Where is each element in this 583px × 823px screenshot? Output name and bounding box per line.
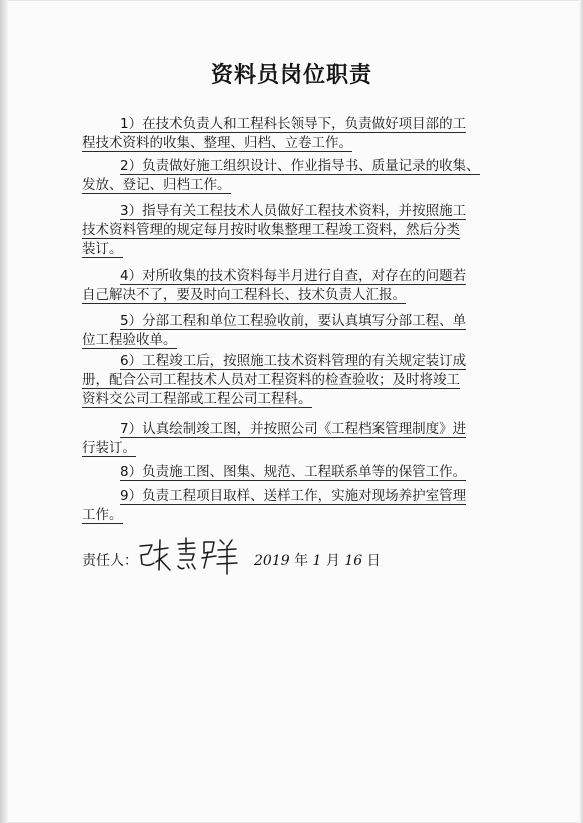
duty-item-text: 位工程验收单。 — [82, 332, 177, 348]
duty-item-text: 自己解决不了，要及时向工程科长、技术负责人汇报。 — [82, 287, 406, 303]
duty-item-line — [82, 158, 512, 177]
duty-item-text: 1）在技术负责人和工程科长领导下，负责做好项目部的工 — [120, 116, 467, 132]
duty-item-text: 3）指导有关工程技术人员做好工程技术资料，并按照施工 — [120, 203, 467, 219]
duty-item-text: 册，配合公司工程技术人员对工程资料的检查验收；及时将竣工 — [82, 372, 460, 388]
duty-item-text: 5）分部工程和单位工程验收前，要认真填写分部工程、单 — [120, 313, 467, 329]
duty-item — [82, 353, 512, 410]
duty-item-text: 行装订。 — [82, 440, 136, 456]
duty-item — [82, 313, 512, 351]
duty-item-line — [82, 332, 512, 351]
signature-block — [82, 540, 512, 580]
duty-item — [82, 203, 512, 260]
date-month-char: 月 — [325, 553, 340, 569]
duty-item-line — [82, 488, 512, 507]
duty-item-text: 技术资料管理的规定每月按时收集整理工程竣工资料，然后分类 — [82, 222, 460, 238]
duty-item-line — [82, 507, 512, 526]
duty-item-line — [82, 353, 512, 372]
duty-item — [82, 116, 512, 154]
duty-item-line — [82, 421, 512, 440]
duty-item-line — [82, 203, 512, 222]
duty-item-text: 发放、登记、归档工作。 — [82, 177, 231, 193]
duty-item — [82, 421, 512, 459]
duty-item-line — [82, 268, 512, 287]
duty-item-text: 9）负责工程项目取样、送样工作，实施对现场养护室管理 — [120, 488, 467, 504]
duty-item-text: 6）工程竣工后，按照施工技术资料管理的有关规定装订成 — [120, 353, 467, 369]
duty-item-text: 2）负责做好施工组织设计、作业指导书、质量记录的收集、 — [120, 158, 480, 174]
duty-item-line — [82, 313, 512, 332]
duty-item — [82, 464, 512, 483]
duty-item-line — [82, 116, 512, 135]
duty-item-text: 8）负责施工图、图集、规范、工程联系单等的保管工作。 — [120, 464, 467, 480]
date-month: 1 — [312, 553, 322, 569]
responsible-person-label: 责任人： — [82, 553, 138, 569]
duty-item-line — [82, 440, 512, 459]
page-left-edge-shadow — [0, 0, 8, 823]
handwritten-signature — [134, 534, 240, 578]
page-title: 资料员岗位职责 — [210, 63, 372, 88]
duty-item-text: 资料交公司工程部或工程公司工程科。 — [82, 391, 312, 407]
duty-item-line — [82, 464, 512, 483]
duty-item-text: 装订。 — [82, 241, 123, 257]
duty-item-text: 工作。 — [82, 507, 123, 523]
signing-date — [254, 550, 381, 570]
date-year: 2019 — [254, 553, 290, 569]
duty-item-text: 4）对所收集的技术资料每半月进行自查，对存在的问题若 — [120, 268, 467, 284]
duty-item-line — [82, 287, 512, 306]
duty-item-line — [82, 372, 512, 391]
duty-item-line — [82, 222, 512, 241]
duty-item-line — [82, 241, 512, 260]
duty-item — [82, 488, 512, 526]
duty-item — [82, 268, 512, 306]
duty-item — [82, 158, 512, 196]
duty-item-line — [82, 177, 512, 196]
duty-item-text: 7）认真绘制竣工图，并按照公司《工程档案管理制度》进 — [120, 421, 467, 437]
duty-item-text: 程技术资料的收集、整理、归档、立卷工作。 — [82, 135, 352, 151]
date-day: 16 — [344, 553, 363, 569]
page-right-edge-shadow — [579, 0, 583, 823]
date-day-char: 日 — [366, 553, 381, 569]
duty-item-line — [82, 391, 512, 410]
duty-item-line — [82, 135, 512, 154]
date-year-char: 年 — [294, 553, 309, 569]
